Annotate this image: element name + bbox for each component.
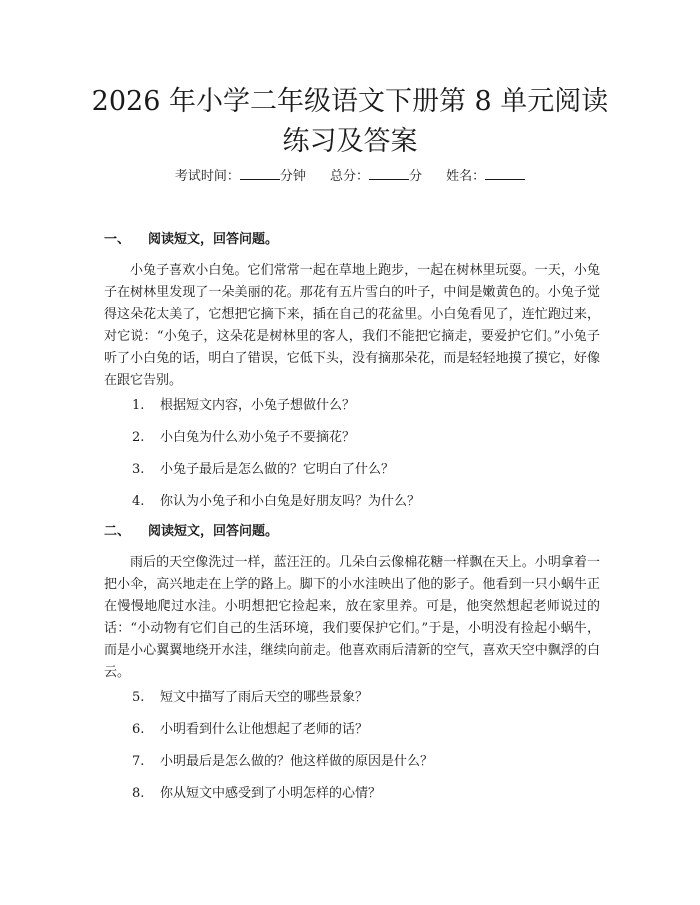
question-6-text: 小明看到什么让他想起了老师的话？ [160, 722, 369, 737]
total-score-label: 总分： [329, 169, 369, 184]
exam-time-field [175, 169, 306, 184]
exam-time-blank [240, 166, 280, 180]
question-1 [132, 396, 355, 416]
question-4-text: 你认为小兔子和小白兔是好朋友吗？为什么？ [160, 494, 421, 509]
section-2-passage: 雨后的天空像洗过一样，蓝汪汪的。几朵白云像棉花糖一样飘在天上。小明拿着一把小伞，高兴地走在上学的路上。脚下的小水洼映出了他的影子。他看到一只小蜗牛正在慢慢地爬过水洼。小明想把它捡起来，放在家里养。可是，他突然想起老师说过的话：“小动物有它们自己的生活环境，我们要保护它们。”于是，小明没有捡起小蜗牛，而是小心翼翼地绕开水洼，继续向前走。他喜欢雨后清新的空气，喜欢天空中飘浮的白云。 [104, 555, 600, 680]
question-5 [132, 688, 368, 708]
exam-time-unit: 分钟 [279, 169, 306, 184]
question-1-text: 根据短文内容，小兔子想做什么？ [160, 398, 356, 413]
exam-time-label: 考试时间： [174, 169, 240, 184]
section-2-number: 二、 [104, 524, 131, 539]
exam-info-line [0, 166, 700, 188]
section-1-passage: 小兔子喜欢小白兔。它们常常一起在草地上跑步，一起在树林里玩耍。一天，小兔子在树林里发现了一朵美丽的花。那花有五片雪白的叶子，中间是嫩黄色的。小兔子觉得这朵花太美了，它想把它摘下来，插在自己的花盆里。小白兔看见了，连忙跑过来，对它说：“小兔子，这朵花是树林里的客人，我们不能把它摘走，要爱护它们。”小兔子听了小白兔的话，明白了错误，它低下头，没有摘那朵花，而是轻轻地摸了摸它，好像在跟它告别。 [104, 263, 600, 388]
document-title: 2026 年小学二年级语文下册第 8 单元阅读练习及答案 [91, 86, 609, 157]
question-6 [132, 720, 368, 740]
question-3-text: 小兔子最后是怎么做的？它明白了什么？ [160, 462, 395, 477]
question-2-text: 小白兔为什么劝小兔子不要摘花？ [160, 430, 356, 445]
student-name-field [446, 169, 525, 184]
question-4 [132, 492, 420, 512]
total-score-unit: 分 [409, 169, 423, 184]
question-8 [132, 784, 381, 804]
question-4-number: 4. [132, 494, 145, 509]
section-1-number: 一、 [104, 232, 131, 247]
question-8-number: 8. [132, 786, 145, 801]
section-1-heading [104, 230, 278, 250]
student-name-blank [485, 166, 525, 180]
question-3-number: 3. [132, 462, 145, 477]
total-score-field [330, 169, 422, 184]
question-7-text: 小明最后是怎么做的？他这样做的原因是什么？ [160, 754, 434, 769]
question-8-text: 你从短文中感受到了小明怎样的心情？ [160, 786, 382, 801]
student-name-label: 姓名： [446, 169, 486, 184]
question-6-number: 6. [132, 722, 145, 737]
question-5-text: 短文中描写了雨后天空的哪些景象？ [160, 690, 369, 705]
question-1-number: 1. [132, 398, 145, 413]
section-2-heading-text: 阅读短文，回答问题。 [148, 524, 279, 539]
question-3 [132, 460, 394, 480]
question-7-number: 7. [132, 754, 145, 769]
question-2 [132, 428, 355, 448]
question-2-number: 2. [132, 430, 145, 445]
section-1-heading-text: 阅读短文，回答问题。 [148, 232, 279, 247]
total-score-blank [369, 166, 409, 180]
question-5-number: 5. [132, 690, 145, 705]
question-7 [132, 752, 433, 772]
section-2-heading [104, 522, 278, 542]
